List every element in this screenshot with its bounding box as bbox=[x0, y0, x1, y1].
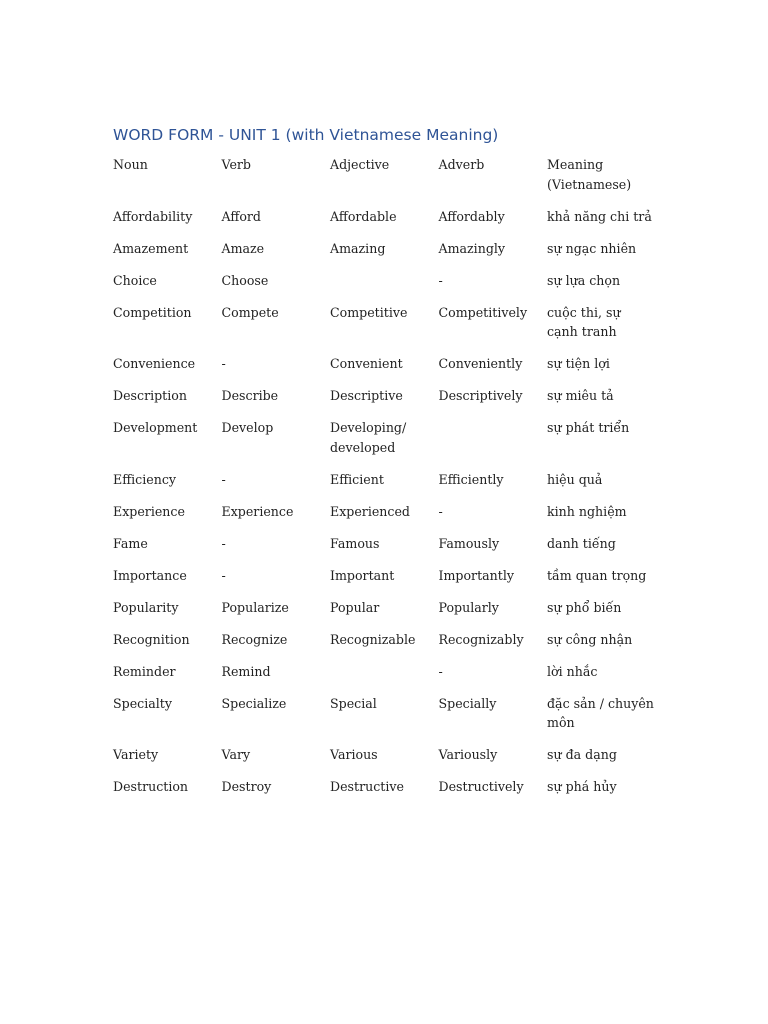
verb-cell: - bbox=[221, 356, 226, 371]
table-row bbox=[113, 694, 658, 746]
meaning-cell: đặc sản / chuyên môn bbox=[547, 695, 654, 730]
table-header bbox=[113, 155, 658, 207]
meaning-cell: sự ngạc nhiên bbox=[547, 240, 637, 256]
meaning-cell: sự lựa chọn bbox=[547, 272, 621, 288]
table-row bbox=[113, 418, 658, 470]
table-row bbox=[113, 566, 658, 598]
verb-cell: Remind bbox=[221, 663, 271, 679]
adverb-cell: Famously bbox=[438, 535, 500, 551]
adverb-cell: - bbox=[438, 272, 443, 288]
adjective-cell bbox=[330, 662, 439, 694]
table-row bbox=[113, 630, 658, 662]
header-adjective: Adjective bbox=[330, 157, 390, 172]
adjective-cell: Important bbox=[330, 567, 395, 583]
verb-cell: Popularize bbox=[221, 599, 289, 615]
adjective-cell: Famous bbox=[330, 535, 380, 551]
verb-cell: Afford bbox=[221, 208, 261, 224]
meaning-cell: sự đa dạng bbox=[547, 747, 617, 762]
word-form-table bbox=[113, 155, 658, 809]
noun-cell: Development bbox=[113, 420, 198, 435]
adverb-cell: Recognizably bbox=[438, 631, 524, 647]
adverb-cell: Importantly bbox=[438, 567, 514, 583]
meaning-cell: lời nhắc bbox=[547, 663, 598, 679]
adjective-cell: Competitive bbox=[330, 304, 408, 320]
meaning-cell: sự công nhận bbox=[547, 631, 633, 647]
table-row bbox=[113, 207, 658, 239]
verb-cell: Recognize bbox=[221, 631, 288, 647]
adverb-cell: Amazingly bbox=[438, 240, 506, 256]
adjective-cell: Convenient bbox=[330, 356, 403, 371]
table-row bbox=[113, 777, 658, 809]
meaning-cell: sự miêu tả bbox=[547, 388, 614, 403]
verb-cell: Describe bbox=[221, 388, 279, 403]
table-row bbox=[113, 271, 658, 303]
meaning-cell: cuộc thi, sự cạnh tranh bbox=[547, 304, 621, 339]
verb-cell: - bbox=[221, 567, 226, 583]
noun-cell: Convenience bbox=[113, 356, 196, 371]
verb-cell: Specialize bbox=[221, 695, 287, 711]
verb-cell: Amaze bbox=[221, 240, 265, 256]
header-adverb: Adverb bbox=[438, 157, 485, 172]
adverb-cell: Destructively bbox=[438, 779, 524, 794]
document-page bbox=[113, 124, 673, 809]
table-row bbox=[113, 745, 658, 777]
noun-cell: Importance bbox=[113, 567, 187, 583]
verb-cell: - bbox=[221, 535, 226, 551]
table-row bbox=[113, 502, 658, 534]
adverb-cell: - bbox=[438, 503, 443, 519]
noun-cell: Variety bbox=[113, 747, 159, 762]
verb-cell: Compete bbox=[221, 304, 279, 320]
meaning-cell: tầm quan trọng bbox=[547, 567, 647, 583]
meaning-cell: sự phổ biến bbox=[547, 599, 622, 615]
table-row bbox=[113, 239, 658, 271]
document-title: WORD FORM - UNIT 1 (with Vietnamese Meaning) bbox=[113, 126, 499, 144]
table-row bbox=[113, 303, 658, 355]
adjective-cell: Descriptive bbox=[330, 388, 403, 403]
adverb-cell: Descriptively bbox=[438, 388, 523, 403]
table-row bbox=[113, 386, 658, 418]
adverb-cell: Efficiently bbox=[438, 471, 504, 487]
table-body bbox=[113, 207, 658, 810]
adjective-cell: Experienced bbox=[330, 503, 410, 519]
table-row bbox=[113, 662, 658, 694]
noun-cell: Description bbox=[113, 388, 187, 403]
noun-cell: Destruction bbox=[113, 779, 189, 794]
meaning-cell: sự tiện lợi bbox=[547, 356, 610, 371]
meaning-cell: khả năng chi trả bbox=[547, 208, 652, 224]
meaning-cell: sự phát triển bbox=[547, 420, 630, 435]
verb-cell: - bbox=[221, 471, 226, 487]
adjective-cell: Developing/ developed bbox=[330, 420, 407, 455]
verb-cell: Choose bbox=[221, 272, 269, 288]
adverb-cell: Affordably bbox=[438, 208, 505, 224]
noun-cell: Recognition bbox=[113, 631, 190, 647]
noun-cell: Efficiency bbox=[113, 471, 176, 487]
verb-cell: Develop bbox=[221, 420, 274, 435]
adjective-cell: Efficient bbox=[330, 471, 384, 487]
adverb-cell: Popularly bbox=[438, 599, 499, 615]
adverb-cell bbox=[439, 418, 548, 470]
meaning-cell: hiệu quả bbox=[547, 471, 603, 487]
table-row bbox=[113, 598, 658, 630]
meaning-cell: sự phá hủy bbox=[547, 779, 617, 794]
table-row bbox=[113, 470, 658, 502]
verb-cell: Experience bbox=[221, 503, 294, 519]
adjective-cell: Recognizable bbox=[330, 631, 416, 647]
verb-cell: Vary bbox=[221, 747, 251, 762]
adjective-cell: Special bbox=[330, 695, 377, 711]
adverb-cell: Competitively bbox=[438, 304, 528, 320]
adjective-cell: Affordable bbox=[330, 208, 397, 224]
adjective-cell: Destructive bbox=[330, 779, 404, 794]
adjective-cell: Various bbox=[330, 747, 378, 762]
adjective-cell bbox=[330, 271, 439, 303]
table-row bbox=[113, 534, 658, 566]
header-verb: Verb bbox=[221, 157, 251, 172]
adverb-cell: Conveniently bbox=[438, 356, 523, 371]
noun-cell: Fame bbox=[113, 535, 148, 551]
noun-cell: Competition bbox=[113, 304, 192, 320]
adverb-cell: Variously bbox=[438, 747, 498, 762]
adverb-cell: Specially bbox=[438, 695, 497, 711]
noun-cell: Experience bbox=[113, 503, 185, 519]
noun-cell: Specialty bbox=[113, 695, 172, 711]
header-meaning: Meaning (Vietnamese) bbox=[547, 157, 632, 192]
adjective-cell: Popular bbox=[330, 599, 380, 615]
noun-cell: Affordability bbox=[113, 208, 193, 224]
noun-cell: Reminder bbox=[113, 663, 176, 679]
adjective-cell: Amazing bbox=[330, 240, 386, 256]
verb-cell: Destroy bbox=[221, 779, 272, 794]
noun-cell: Popularity bbox=[113, 599, 179, 615]
noun-cell: Choice bbox=[113, 272, 157, 288]
header-row bbox=[113, 155, 658, 207]
header-noun: Noun bbox=[113, 157, 148, 172]
meaning-cell: kinh nghiệm bbox=[547, 503, 627, 519]
table-row bbox=[113, 354, 658, 386]
meaning-cell: danh tiếng bbox=[547, 535, 616, 551]
noun-cell: Amazement bbox=[113, 240, 189, 256]
adverb-cell: - bbox=[438, 663, 443, 679]
